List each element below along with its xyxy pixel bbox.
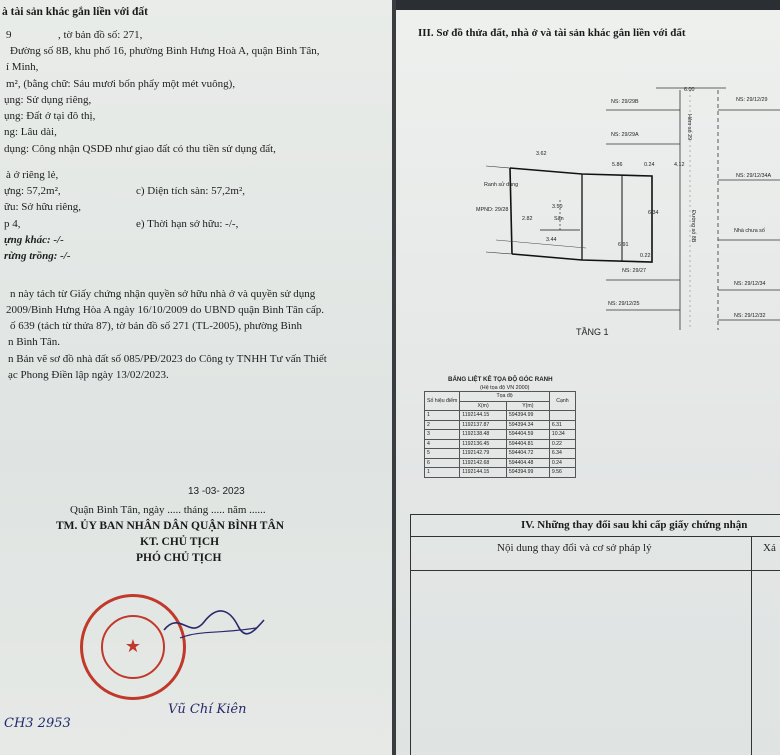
text-line: p 4, xyxy=(4,218,21,230)
label-ns: NS: 29/29A xyxy=(611,132,639,138)
section4-title: IV. Những thay đổi sau khi cấp giấy chứng nhận xyxy=(521,519,748,531)
text-line: n Bình Tân. xyxy=(8,336,61,348)
section4-col1: Nội dung thay đổi và cơ sở pháp lý xyxy=(497,542,652,554)
dim-label: 0.24 xyxy=(644,162,655,168)
text-line: Đường số 8B, khu phố 16, phường Bình Hưng Hoà A, quận Bình Tân, xyxy=(10,45,320,57)
text-line: rừng trồng: -/- xyxy=(4,250,71,262)
section3-title: III. Sơ đồ thửa đất, nhà ở và tài sản khác gắn liền với đất xyxy=(418,27,686,39)
pho-chu-tich: PHÓ CHỦ TỊCH xyxy=(136,552,222,564)
text-line: , tờ bản đồ số: 271, xyxy=(58,29,143,41)
text-line: ố 639 (tách từ thửa 87), tờ bản đồ số 271 (TL-2005), phường Bình xyxy=(10,320,302,332)
dim-label: 3.44 xyxy=(546,237,557,243)
issuing-org: TM. ỦY BAN NHÂN DÂN QUẬN BÌNH TÂN xyxy=(56,520,285,532)
text-line: ữu: Sở hữu riêng, xyxy=(4,201,82,213)
label-ns: NS: 29/12/29 xyxy=(736,97,768,103)
label-ns: NS: 29/29B xyxy=(611,99,639,105)
text-line: dụng: Công nhận QSDĐ như giao đất có thu tiền sử dụng đất, xyxy=(4,143,276,155)
signer-name: Vũ Chí Kiên xyxy=(168,702,247,717)
table-row: 1 1192144.15 594394.99 xyxy=(425,411,576,421)
dim-label: 6.00 xyxy=(684,87,695,93)
place-date: Quận Bình Tân, ngày ..... tháng ..... năm ...... xyxy=(70,504,266,516)
label-duong: Đường số 8B xyxy=(690,210,696,243)
site-plan xyxy=(456,80,780,330)
changes-table xyxy=(410,514,780,755)
text-line: ựng khác: -/- xyxy=(4,234,64,246)
label-mpnd: MPND: 29/28 xyxy=(476,207,509,213)
text-line: e) Thời hạn sở hữu: -/-, xyxy=(136,218,239,230)
text-line: í Minh, xyxy=(6,61,39,73)
serial-number: CH3 2953 xyxy=(4,716,71,731)
text-line: 9 xyxy=(6,29,12,41)
table-subtitle: (Hệ tọa độ VN 2000) xyxy=(480,385,530,391)
label-ns: NS: 29/27 xyxy=(622,268,646,274)
label-hem: Hẻm số 29 xyxy=(686,114,692,141)
table-row: 6 1192142.68 594404.48 0.24 xyxy=(425,458,576,468)
section4-col2: Xá xyxy=(763,542,776,554)
label-ns: NS: 29/12/32 xyxy=(734,313,766,319)
text-line: c) Diện tích sàn: 57,2m², xyxy=(136,185,245,197)
table-header: X(m) xyxy=(460,401,507,411)
table-row: 2 1192137.87 594394.34 6.31 xyxy=(425,420,576,430)
label-nha-chua-so: Nhà chưa số xyxy=(734,228,765,234)
svg-text:★: ★ xyxy=(124,636,142,656)
dim-label: 2.82 xyxy=(522,216,533,222)
table-header: Cạnh xyxy=(549,392,575,411)
table-row: 1 1192144.15 594394.99 9.56 xyxy=(425,468,576,478)
table-header: Y(m) xyxy=(506,401,549,411)
label-san: Sân xyxy=(554,216,564,222)
text-line: ạc Phong Điền lập ngày 13/02/2023. xyxy=(8,369,169,381)
table-row: 5 1192142.79 594404.72 6.34 xyxy=(425,449,576,459)
table-row: 3 1192138.48 594404.59 10.34 xyxy=(425,430,576,440)
label-ns: NS: 29/12/25 xyxy=(608,301,640,307)
table-title: BẢNG LIỆT KÊ TỌA ĐỘ GÓC RANH xyxy=(448,376,553,383)
label-ns: NS: 29/12/34 xyxy=(734,281,766,287)
text-line: ụng: Sử dụng riêng, xyxy=(4,94,92,106)
text-line: ng: Lâu dài, xyxy=(4,126,57,138)
kt-chu-tich: KT. CHỦ TỊCH xyxy=(140,536,220,548)
text-line: ụng: Đất ở tại đô thị, xyxy=(4,110,96,122)
dim-label: 6.34 xyxy=(648,210,659,216)
date-stamp: 13 -03- 2023 xyxy=(188,486,245,497)
text-line: ựng: 57,2m², xyxy=(4,185,61,197)
text-line: n Bản vẽ sơ đồ nhà đất số 085/PĐ/2023 do Công ty TNHH Tư vấn Thiết xyxy=(8,353,327,365)
text-line: m², (bằng chữ: Sáu mươi bốn phẩy một mét vuông), xyxy=(6,78,236,90)
dim-label: 3.62 xyxy=(536,151,547,157)
text-line: n này tách từ Giấy chứng nhận quyền sở hữu nhà ở và quyền sử dụng xyxy=(10,288,316,300)
dim-label: 5.86 xyxy=(612,162,623,168)
left-title: à tài sản khác gắn liền với đất xyxy=(2,6,148,18)
table-header: Tọa độ xyxy=(460,392,550,402)
table-row: 4 1192136.45 594404.81 0.22 xyxy=(425,439,576,449)
label-ns: NS: 29/12/34A xyxy=(736,173,772,179)
signature-icon xyxy=(160,600,270,650)
right-page xyxy=(396,10,780,755)
text-line: à ở riêng lẻ, xyxy=(6,169,59,181)
dim-label: 4.12 xyxy=(674,162,685,168)
dim-label: 3.50 xyxy=(552,204,563,210)
table-header: Số hiệu điểm xyxy=(425,392,460,411)
text-line: 2009/Bình Hưng Hòa A ngày 16/10/2009 do UBND quận Bình Tân cấp. xyxy=(6,304,325,316)
coordinate-table xyxy=(424,391,576,478)
dim-label: 0.22 xyxy=(640,253,651,259)
floor-label: TẦNG 1 xyxy=(576,327,609,337)
label-ranh: Ranh sử dụng xyxy=(484,182,519,188)
dim-label: 6.91 xyxy=(618,242,629,248)
